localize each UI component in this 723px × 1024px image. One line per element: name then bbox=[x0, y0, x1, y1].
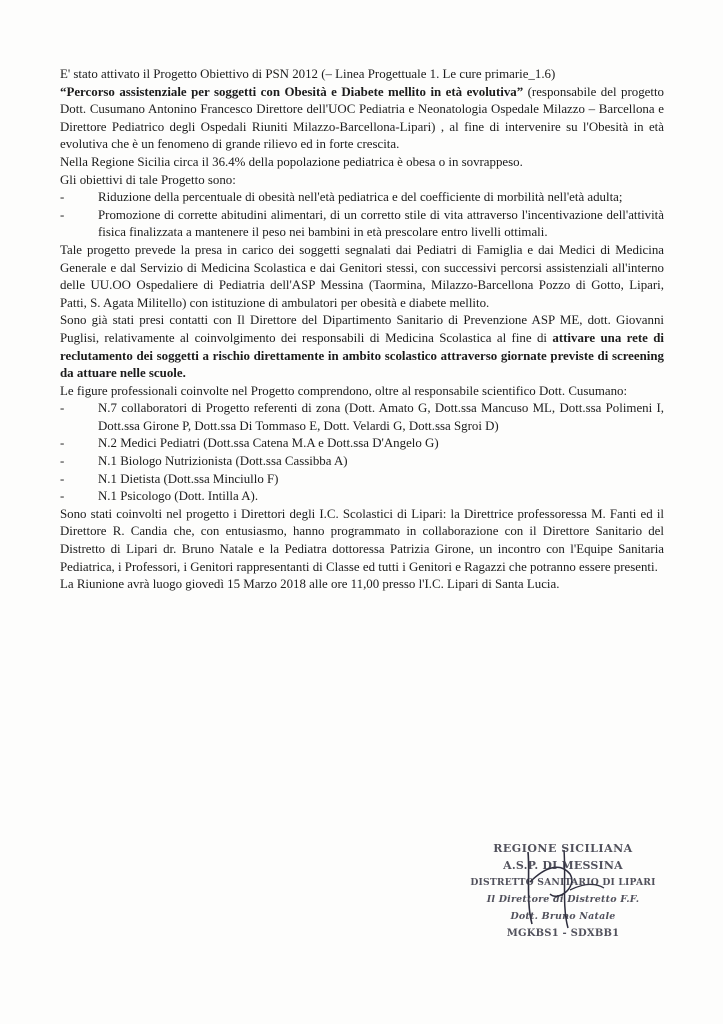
figura-4: N.1 Dietista (Dott.ssa Minciullo F) bbox=[98, 471, 279, 486]
riunione-paragraph: La Riunione avrà luogo giovedì 15 Marzo 2018 alle ore 11,00 presso l'I.C. Lipari di Santa Lucia. bbox=[60, 577, 560, 592]
list-item bbox=[60, 453, 664, 471]
intro-paragraph bbox=[60, 66, 664, 154]
figura-5: N.1 Psicologo (Dott. Intilla A). bbox=[98, 489, 259, 504]
figura-1: N.7 collaboratori di Progetto referenti di zona (Dott. Amato G, Dott.ssa Mancuso ML, Dott.ssa Polimeni I, Dott.ssa Girone P, Dott.ssa Di Tommaso E, Dott. Velardi G, Dott.ssa Sgroi D) bbox=[98, 401, 664, 433]
dash-bullet: - bbox=[60, 489, 65, 504]
contatti-paragraph bbox=[60, 312, 664, 382]
sicilia-paragraph: Nella Regione Sicilia circa il 36.4% della popolazione pediatrica è obesa o in sovrappeso. bbox=[60, 154, 523, 169]
list-item bbox=[60, 400, 664, 435]
stamp-line-asp: A.S.P. DI MESSINA bbox=[503, 859, 623, 872]
dash-bullet: - bbox=[60, 190, 65, 205]
figure-intro: Le figure professionali coinvolte nel Progetto comprendono, oltre al responsabile scientifico Dott. Cusumano: bbox=[60, 383, 628, 398]
obiettivo-2: Promozione di corrette abitudini alimentari, di un corretto stile di vita attraverso l'incentivazione dell'attività fisica finalizzata a mantenere il peso nei bambini in età prescolare entro livelli ottimali. bbox=[98, 207, 664, 240]
obiettivo-1: Riduzione della percentuale di obesità nell'età pediatrica e del coefficiente di morbilità nell'età adulta; bbox=[98, 190, 623, 205]
stamp-line-region: REGIONE SICILIANA bbox=[493, 842, 633, 855]
list-item bbox=[60, 471, 664, 489]
dash-bullet: - bbox=[60, 401, 65, 416]
stamp-line-name: Dott. Bruno Natale bbox=[510, 911, 616, 922]
official-stamp bbox=[468, 840, 658, 942]
presa-in-carico-paragraph: Tale progetto prevede la presa in carico dei soggetti segnalati dai Pediatri di Famiglia e dai Medici di Medicina Generale e dal Servizio di Medicina Scolastica e dai Genitori stessi, con successivi percorsi assistenziali all'interno delle UU.OO Ospedaliere di Pediatria dell'ASP Messina (Taormina, Milazzo-Barcellona Pozzo di Gotto, Lipari, Patti, S. Agata Militello) con istituzione di ambulatori per obesità e diabete mellito. bbox=[60, 242, 664, 310]
stamp-line-distretto: DISTRETTO SANITARIO DI LIPARI bbox=[470, 877, 656, 888]
intro-text-2: (responsabile del progetto Dott. Cusumano Antonino Francesco Direttore dell'UOC Pediatria e Neonatologia Ospedale Milazzo – Barcellona e Direttore Pediatrico degli Ospedali Riuniti Milazzo-Barcellona-Lipari) , al fine di intervenire su l'Obesità in età evolutiva che è un fenomeno di grande rilievo ed in forte crescita. bbox=[60, 84, 664, 152]
intro-text-1: E' stato attivato il Progetto Obiettivo di PSN 2012 (– Linea Progettuale 1. Le cure primarie_1.6) bbox=[60, 67, 556, 81]
stamp-line-direttore: Il Direttore di Distretto F.F. bbox=[486, 894, 640, 905]
coinvolti-paragraph: Sono stati coinvolti nel progetto i Direttori degli I.C. Scolastici di Lipari: la Direttrice professoressa M. Fanti ed il Direttore R. Candia che, con entusiasmo, hanno programmato in collaborazione con il Direttore Sanitario del Distretto di Lipari dr. Bruno Natale e la Pediatra dottoressa Patrizia Girone, un incontro con l'Equipe Sanitaria Pediatrica, i Professori, i Genitori rappresentanti di Classe ed tutti i Genitori e Ragazzi che potranno essere presenti. bbox=[60, 506, 664, 574]
contatti-text: Sono già stati presi contatti con Il Direttore del Dipartimento Sanitario di Prevenzione ASP ME, dott. Giovanni Puglisi, relativamente al coinvolgimento dei responsabili di Medicina Scolastica al fine di bbox=[60, 313, 664, 345]
list-item bbox=[60, 189, 664, 207]
list-item bbox=[60, 435, 664, 453]
obiettivi-title: Gli obiettivi di tale Progetto sono: bbox=[60, 172, 236, 187]
list-item bbox=[60, 488, 664, 506]
stamp-line-code: MGKBS1 - SDXBB1 bbox=[506, 928, 620, 939]
dash-bullet: - bbox=[60, 471, 65, 486]
figura-3: N.1 Biologo Nutrizionista (Dott.ssa Cassibba A) bbox=[98, 454, 348, 469]
dash-bullet: - bbox=[60, 436, 65, 451]
dash-bullet: - bbox=[60, 207, 65, 222]
project-title: “Percorso assistenziale per soggetti con Obesità e Diabete mellito in età evolutiva” bbox=[60, 84, 524, 99]
contatti-bold-text: attivare una rete di reclutamento dei soggetti a rischio direttamente in ambito scolastico attraverso giornate previste di screening da attuare nelle scuole. bbox=[60, 330, 665, 381]
dash-bullet: - bbox=[60, 454, 65, 469]
figura-2: N.2 Medici Pediatri (Dott.ssa Catena M.A e Dott.ssa D'Angelo G) bbox=[98, 436, 439, 451]
document-body bbox=[60, 66, 664, 594]
list-item bbox=[60, 207, 664, 242]
